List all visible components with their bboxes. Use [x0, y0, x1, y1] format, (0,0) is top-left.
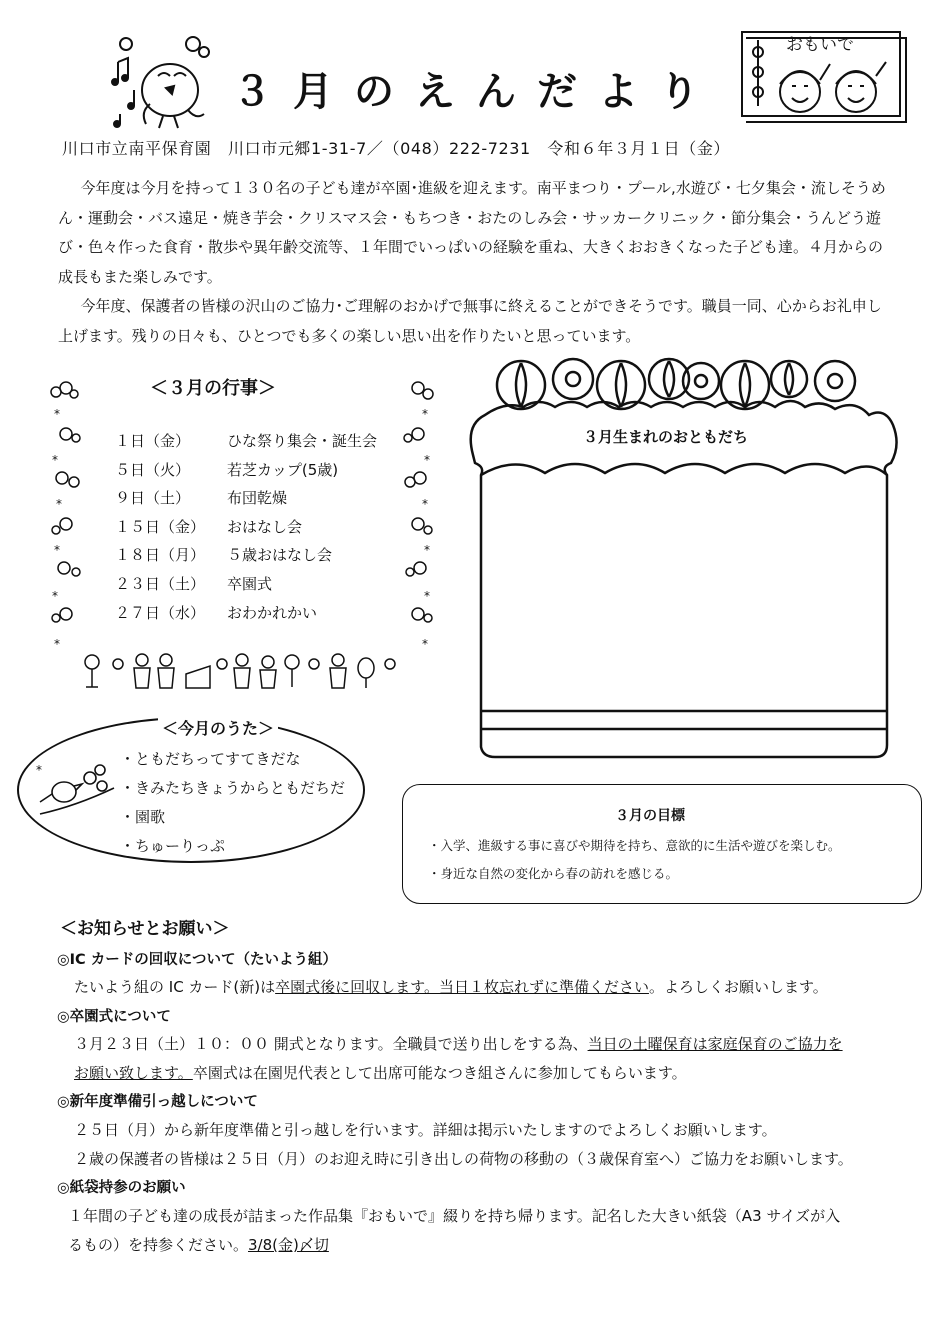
- event-row: [115, 487, 287, 508]
- svg-text:*: *: [422, 497, 428, 511]
- song-item: ・ともだちってすてきだな: [120, 750, 301, 768]
- svg-text:*: *: [52, 453, 58, 467]
- event-name: おはなし会: [227, 517, 303, 536]
- goal-item: ・身近な自然の変化から春の訪れを感じる。: [428, 866, 679, 881]
- event-name: 布団乾燥: [227, 489, 288, 508]
- birthday-title: ３月生まれのおともだち: [583, 428, 749, 446]
- svg-text:*: *: [422, 637, 428, 651]
- event-name: 若芝カップ(5歳): [227, 460, 339, 479]
- svg-text:*: *: [422, 407, 428, 421]
- intro-paragraph-1: 今年度は今月を持って１３０名の子ども達が卒園･進級を迎えます。南平まつり・プール,水遊び・七夕集会・流しそうめん・運動会・バス遠足・焼き芋会・クリスマス会・もちつき・おたのしみ会・サッカークリニック・節分集会・うんどう遊び・色々作った食育・散歩や異年齢交流等、１年間でいっぱいの経験を重ね、大きくおおきくなった子ども達。４月からの成長もまた楽しみです。: [58, 179, 886, 286]
- svg-text:*: *: [424, 453, 430, 467]
- notice-bag-line-2: [68, 1234, 329, 1255]
- svg-text:*: *: [54, 407, 60, 421]
- notice-moving-line-1: ２５日（月）から新年度準備と引っ越しを行います。詳細は掲示いたしますのでよろしくお願いします。: [74, 1121, 777, 1139]
- svg-text:*: *: [52, 589, 58, 603]
- text: 。よろしくお願いします。: [648, 978, 828, 996]
- event-row: [115, 602, 317, 623]
- svg-text:*: *: [54, 637, 60, 651]
- goal-item: ・入学、進級する事に喜びや期待を持ち、意欲的に生活や遊びを楽しむ。: [428, 838, 841, 853]
- events-title: ＜３月の行事＞: [150, 378, 276, 399]
- event-date: １８日（月）: [115, 546, 206, 565]
- event-row: [115, 516, 302, 537]
- goals-title: ３月の目標: [615, 808, 685, 824]
- intro-text: [58, 174, 888, 351]
- underlined-text: 当日の土曜保育は家庭保育のご協力を: [587, 1035, 843, 1053]
- event-date: １日（金）: [115, 432, 191, 450]
- event-row: [115, 544, 332, 565]
- svg-text:*: *: [56, 497, 62, 511]
- svg-text:*: *: [54, 543, 60, 557]
- event-name: 卒園式: [227, 575, 273, 593]
- svg-text:*: *: [424, 543, 430, 557]
- bird-branch-icon: [36, 758, 116, 828]
- event-date: ５日（火）: [115, 460, 191, 479]
- event-row: [115, 459, 338, 480]
- deadline: 3/8(金)〆切: [248, 1236, 329, 1254]
- event-name: おわかれかい: [227, 603, 318, 622]
- notice-ceremony-line-1: [74, 1033, 843, 1054]
- album-label: おもいで: [786, 35, 854, 55]
- song-item: ・きみたちきょうからともだちだ: [120, 779, 346, 797]
- event-date: ２３日（土）: [115, 575, 206, 593]
- song-item: ・園歌: [120, 808, 166, 826]
- underlined-text: 卒園式後に回収します。当日１枚忘れずに準備ください: [275, 978, 649, 996]
- bird-illustration: [108, 32, 218, 132]
- flower-border-right: [398, 378, 442, 658]
- event-date: ９日（土）: [115, 489, 191, 508]
- event-date: １５日（金）: [115, 517, 206, 536]
- event-row: [115, 573, 272, 594]
- hina-dolls-border: [82, 650, 402, 692]
- event-row: [115, 430, 377, 451]
- svg-text:*: *: [36, 763, 42, 777]
- notice-moving-line-2: ２歳の保護者の皆様は２５日（月）のお迎え時に引き出しの荷物の移動の（３歳保育室へ）ご協力をお願いします。: [74, 1150, 853, 1168]
- underlined-text: お願い致します。: [74, 1064, 193, 1082]
- school-info: 川口市立南平保育園 川口市元郷1-31-7／（048）222-7231 令和６年３月１日（金）: [62, 139, 731, 158]
- notice-moving-head: ◎新年度準備引っ越しについて: [57, 1094, 258, 1110]
- text: るもの）を持参ください。: [68, 1236, 249, 1254]
- notice-bag-line-1: １年間の子ども達の成長が詰まった作品集『おもいで』綴りを持ち帰ります。記名した大きい紙袋（A3 サイズが入: [68, 1207, 841, 1225]
- songs-title: ＜今月のうた＞: [158, 716, 278, 739]
- notice-ceremony-line-2: [74, 1062, 687, 1083]
- notice-bag-head: ◎紙袋持参のお願い: [57, 1180, 186, 1196]
- text: ３月２３日（土）１０：００ 開式となります。全職員で送り出しをする為、: [74, 1035, 588, 1053]
- notice-ceremony-head: ◎卒園式について: [57, 1009, 171, 1025]
- page-title: ３月のえんだより: [232, 69, 720, 115]
- text: 卒園式は在園児代表として出席可能なつき組さんに参加してもらいます。: [192, 1064, 687, 1082]
- song-item: ・ちゅーりっぷ: [120, 837, 226, 855]
- text: たいよう組の IC カード(新)は: [74, 978, 276, 996]
- cake-frame: [455, 345, 915, 765]
- notices-title: ＜お知らせとお願い＞: [60, 919, 230, 939]
- flower-border-left: [46, 378, 86, 658]
- svg-text:*: *: [424, 589, 430, 603]
- event-date: ２７日（水）: [115, 603, 206, 622]
- event-name: ５歳おはなし会: [227, 546, 333, 565]
- notice-ic-line: [74, 976, 828, 997]
- intro-paragraph-2: 今年度、保護者の皆様の沢山のご協力･ご理解のおかげで無事に終えることができそうです。職員一同、心からお礼申し上げます。残りの日々も、ひとつでも多くの楽しい思い出を作りたいと思っています。: [58, 297, 882, 345]
- event-name: ひな祭り集会・誕生会: [227, 432, 378, 450]
- notice-ic-head: ◎IC カードの回収について（たいよう組）: [57, 952, 337, 968]
